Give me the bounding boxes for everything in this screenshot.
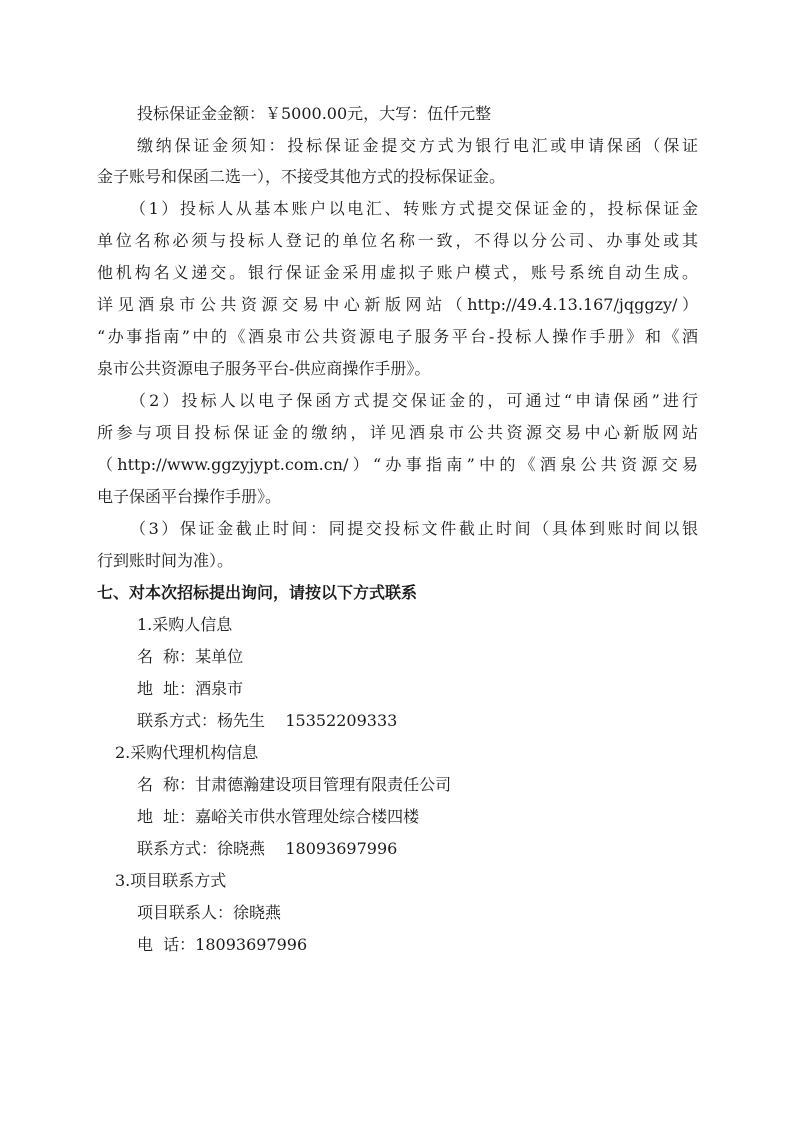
item2-line-2: 所参与项目投标保证金的缴纳，详见酒泉市公共资源交易中心新版网站 bbox=[97, 423, 698, 442]
project-phone: 电 话：18093697996 bbox=[137, 935, 308, 954]
agency-contact: 联系方式：徐晓燕 18093697996 bbox=[137, 839, 398, 858]
project-contact-person: 项目联系人：徐晓燕 bbox=[137, 903, 282, 922]
item1-line-4: 详见酒泉市公共资源交易中心新版网站（http://49.4.13.167/jqggzy/） bbox=[97, 295, 698, 314]
item3-line-2: 行到账时间为准）。 bbox=[97, 551, 234, 570]
project-title: 3.项目联系方式 bbox=[115, 871, 227, 890]
deposit-notice-line-2: 金子账号和保函二选一），不接受其他方式的投标保证金。 bbox=[97, 167, 506, 186]
item1-line-3: 他机构名义递交。银行保证金采用虚拟子账户模式，账号系统自动生成。 bbox=[97, 263, 698, 282]
purchaser-title: 1.采购人信息 bbox=[137, 615, 233, 634]
item1-line-1: （1）投标人从基本账户以电汇、转账方式提交保证金的，投标保证金 bbox=[130, 199, 698, 218]
agency-name: 名 称：甘肃德瀚建设项目管理有限责任公司 bbox=[137, 775, 452, 794]
agency-title: 2.采购代理机构信息 bbox=[115, 743, 259, 762]
item1-line-6: 泉市公共资源电子服务平台-供应商操作手册》。 bbox=[97, 359, 431, 378]
item2-line-3: （http://www.ggzyjypt.com.cn/）“办事指南”中的《酒泉公共资源交易 bbox=[97, 455, 698, 474]
purchaser-name: 名 称：某单位 bbox=[137, 647, 244, 666]
item1-line-5: “办事指南”中的《酒泉市公共资源电子服务平台-投标人操作手册》和《酒 bbox=[97, 327, 698, 346]
deposit-notice-line-1: 缴纳保证金须知：投标保证金提交方式为银行电汇或申请保函（保证 bbox=[137, 136, 698, 155]
item2-line-4: 电子保函平台操作手册》。 bbox=[97, 487, 282, 506]
section7-heading: 七、对本次招标提出询问，请按以下方式联系 bbox=[97, 583, 418, 602]
item2-line-1: （2）投标人以电子保函方式提交保证金的，可通过“申请保函”进行 bbox=[130, 391, 698, 410]
deposit-amount: 投标保证金金额：￥5000.00元，大写：伍仟元整 bbox=[137, 104, 492, 123]
agency-address: 地 址：嘉峪关市供水管理处综合楼四楼 bbox=[137, 807, 420, 826]
item3-line-1: （3）保证金截止时间：同提交投标文件截止时间（具体到账时间以银 bbox=[130, 519, 698, 538]
purchaser-address: 地 址：酒泉市 bbox=[137, 679, 244, 698]
item1-line-2: 单位名称必须与投标人登记的单位名称一致，不得以分公司、办事处或其 bbox=[97, 231, 698, 250]
purchaser-contact: 联系方式：杨先生 15352209333 bbox=[137, 711, 398, 730]
